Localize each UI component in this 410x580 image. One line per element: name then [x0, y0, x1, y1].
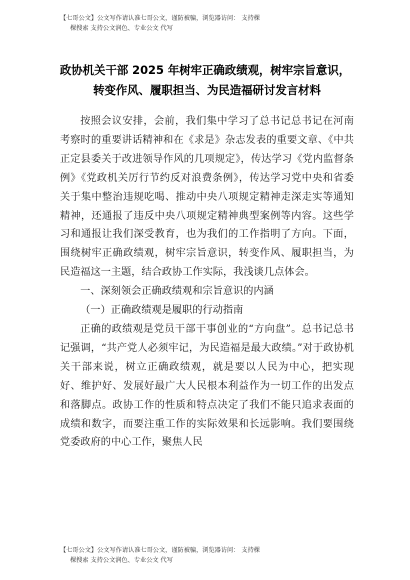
subsection-heading-1: （一）正确政绩观是履职的行动指南 — [80, 305, 244, 317]
footer-banner-line2: 棵搜索 支持公文润色、专业公文 代写 — [70, 557, 173, 564]
footer-banner — [60, 546, 360, 566]
body-paragraph-2: 正确的政绩观是党员干部干事创业的“方向盘”。总书记总书记强调，“共产党人必须牢记，为民造福是最大政绩。”对于政协机关干部来说，树立正确政绩观，就是要以人民为中心，把实现好、维护好、发展好最广大人民根本利益作为一切工作的出发点和落脚点。政协工作的性质和特点决定了我们不能只追求表面的成绩和数字，而要注重工作的实际效果和长远影响。我们要围绕党委政府的中心工作，聚焦人民 — [60, 323, 354, 449]
title-line1: 政协机关干部 2025 年树牢正确政绩观，树牢宗旨意识， — [59, 63, 351, 77]
header-banner — [60, 14, 360, 34]
footer-banner-line1: 【七哥公文】公文写作请认准七哥公文，谨防被骗，浏览器访问： 支持棵 — [60, 547, 260, 554]
section-heading-1: 一、深刻领会正确政绩观和宗旨意识的内涵 — [80, 286, 274, 298]
title-line2: 转变作风、履职担当、为民造福研讨发言材料 — [93, 83, 321, 97]
document-body — [60, 113, 354, 453]
header-banner-line1: 【七哥公文】公文写作请认准七哥公文，谨防被骗，浏览器访问： 支持棵 — [60, 15, 260, 22]
intro-paragraph: 按照会议安排，会前，我们集中学习了总书记总书记在河南考察时的重要讲话精神和在《求是》杂志发表的重要文章、《中共正定县委关于改进领导作风的几项规定》，传达学习《党内监督条例》《党政机关厉行节约反对浪费条例》，传达学习党中央和省委关于集中整治违规吃喝、推动中央八项规定精神走深走实等通知精神，还通报了违反中央八项规定精神典型案例等内容。这些学习和通报让我们深受教育，也为我们的工作指明了方向。下面，围绕树牢正确政绩观，树牢宗旨意识，转变作风、履职担当，为民造福这一主题，结合政协工作实际，我浅谈几点体会。 — [60, 116, 354, 279]
document-title — [0, 60, 410, 100]
header-banner-line2: 棵搜索 支持公文润色、专业公文 代写 — [70, 25, 173, 32]
